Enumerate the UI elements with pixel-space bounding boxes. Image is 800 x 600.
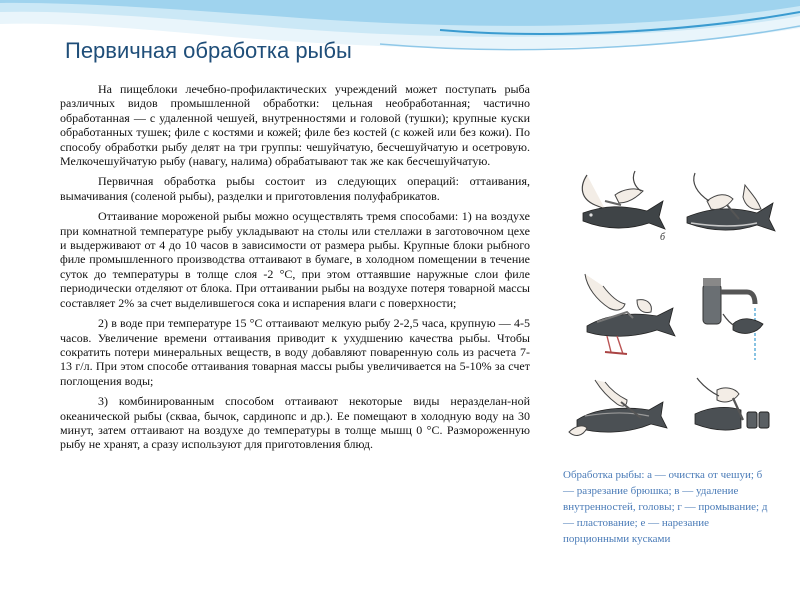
figure-washing (683, 264, 773, 364)
figure-caption: Обработка рыбы: а — очистка от чешуи; б — разрезание брюшка; в — удаление внутренностей, головы; г — промывание; д — пластование; е — нарезание порционными кусками (563, 469, 768, 545)
figure-letter: б (660, 232, 666, 243)
paragraph: Оттаивание мороженой рыбы можно осуществлять тремя способами: 1) на воздухе при комнатной температуре рыбу укладывают на столы или стеллажи в заготовочном цехе и выдерживают от 4 до 10 часов в зависимости от размера рыбы. Крупные блоки рыбного филе промышленного производства оттаивают в бумаге, в холодном помещении в течение суток до температуры в толще слоя -2 °С, при этом оттаявшие наружные слои филе периодически отделяют от блока. При оттаивании рыбы на воздухе потеря товарной массы составляет 2% за счет выделившегося сока и испарения влаги с поверхности; (60, 209, 530, 310)
body-text (60, 82, 530, 458)
figure-filleting (565, 372, 673, 452)
figure-portioning (677, 372, 777, 452)
figure-cutting-belly (677, 165, 777, 245)
slide-title: Первичная обработка рыбы (65, 38, 352, 63)
figure-removing-entrails (577, 264, 679, 364)
paragraph: Первичная обработка рыбы состоит из следующих операций: оттаивания, вымачивания (соленой рыбы), разделки и приготовления полуфабрикатов. (60, 174, 530, 203)
paragraph: На пищеблоки лечебно-профилактических учреждений может поступать рыба различных видов промышленной обработки: цельная необработанная; частично обработанная — с удаленной чешуей, внутренностями и головой (тушки); крупные куски обработанных тушек; филе с костями и кожей; филе без костей (с кожей или без кожи). По способу обработки рыбу делят на три группы: чешуйчатую, бесчешуйчатую и осетровую. Мелкочешуйчатую рыбу (навагу, налима) обрабатывают так же как бесчешуйчатую. (60, 82, 530, 169)
paragraph: 2) в воде при температуре 15 °С оттаивают мелкую рыбу 2-2,5 часа, крупную — 4-5 часов. Увеличение времени оттаивания приводит к ухудшению качества рыбы. Чтобы сократить потери минеральных веществ, в воду добавляют поваренную соль из расчета 7-13 г/л. При этом способе оттаивания товарная массы рыбы увеличивается на 5-10% за счет поглощения воды; (60, 316, 530, 388)
figure-scaling-fish (565, 165, 673, 245)
paragraph: 3) комбинированным способом оттаивают некоторые виды неразделан-ной океанической рыбы (скваа, бычок, сардинопс и др.). Ее помещают в холодную воду на 30 минут, затем оттаивают на воздухе до температуры в толще мышц 0 °С. Размороженную рыбу не хранят, а сразу используют для приготовления блюд. (60, 394, 530, 452)
